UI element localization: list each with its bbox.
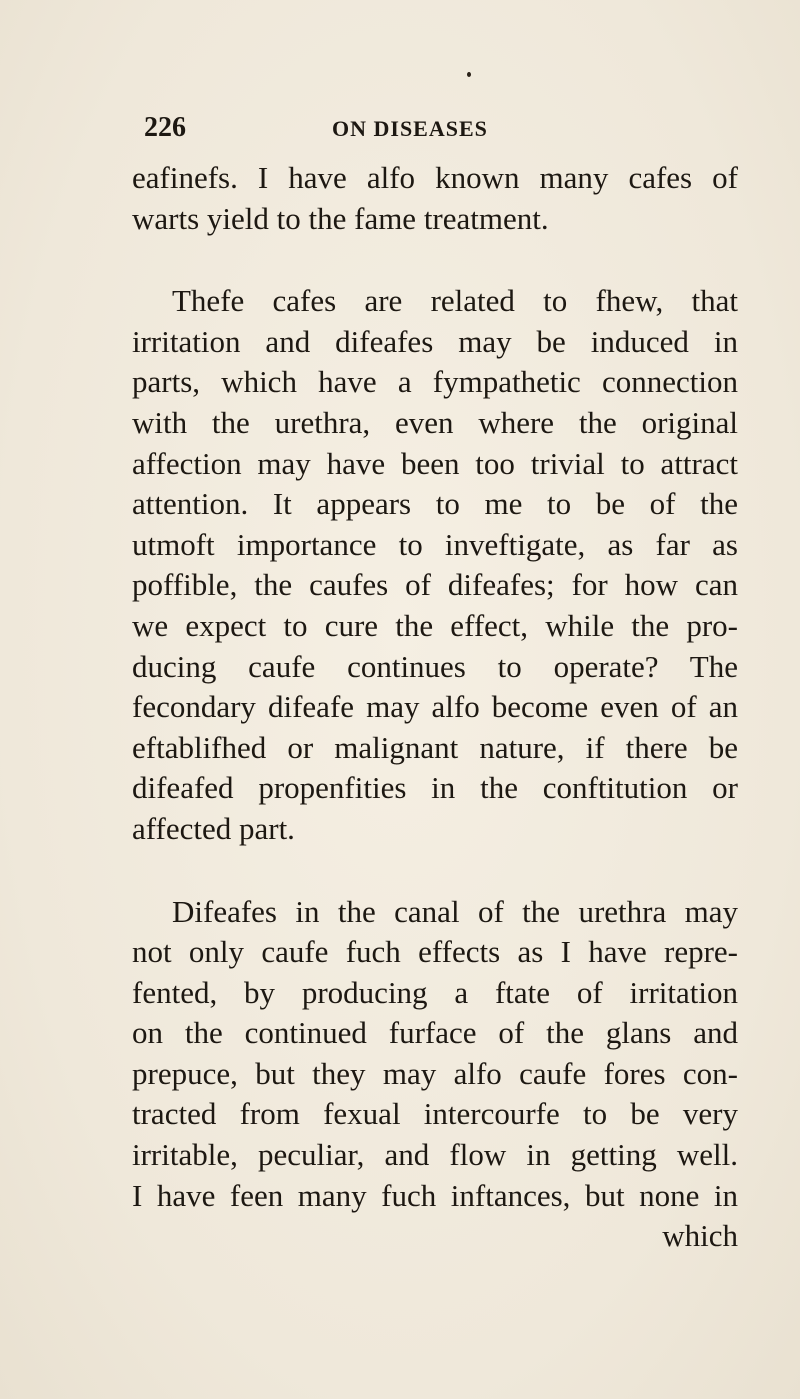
text-line: warts yield to the fame treatment. [132, 200, 549, 236]
text-line: I have feen many fuch inftances, but none in [132, 1177, 738, 1213]
text-line: Difeafes in the canal of the urethra may [172, 893, 738, 929]
text-line: utmoft importance to inveftigate, as far as [132, 526, 738, 562]
text-line: irritable, peculiar, and flow in getting well. [132, 1137, 738, 1173]
running-head: ON DISEASES [332, 116, 488, 141]
text-line: affected part. [132, 810, 295, 846]
ink-speck [467, 72, 471, 77]
text-line: eftablifhed or malignant nature, if there be [132, 729, 738, 765]
text-line: prepuce, but they may alfo caufe fores con- [132, 1055, 738, 1091]
text-line: with the urethra, even where the original [132, 404, 738, 440]
text-line: parts, which have a fympathetic connection [132, 364, 738, 400]
body-text [132, 158, 738, 1257]
paragraph-3 [132, 892, 738, 1217]
text-line: irritation and difeafes may be induced in [132, 323, 738, 359]
text-line: difeafed propenfities in the conftitution or [132, 770, 738, 806]
paragraph-2 [132, 281, 738, 849]
text-line: we expect to cure the effect, while the pro- [132, 607, 738, 643]
text-line: on the continued furface of the glans and [132, 1015, 738, 1051]
text-line: attention. It appears to me to be of the [132, 486, 738, 522]
text-line: fented, by producing a ftate of irritation [132, 974, 738, 1010]
page-header [144, 112, 664, 144]
text-line: tracted from fexual intercourfe to be very [132, 1096, 738, 1132]
catchword: which [662, 1218, 738, 1254]
text-line: poffible, the caufes of difeafes; for how can [132, 567, 738, 603]
text-line: fecondary difeafe may alfo become even of an [132, 689, 738, 725]
text-line: Thefe cafes are related to fhew, that [172, 283, 738, 319]
text-line: ducing caufe continues to operate? The [132, 648, 738, 684]
text-line: eafinefs. I have alfo known many cafes of [132, 160, 738, 195]
text-line: affection may have been too trivial to attract [132, 445, 738, 481]
page-number: 226 [144, 112, 186, 143]
text-line: not only caufe fuch effects as I have repre- [132, 934, 738, 970]
paragraph-1 [132, 158, 738, 239]
